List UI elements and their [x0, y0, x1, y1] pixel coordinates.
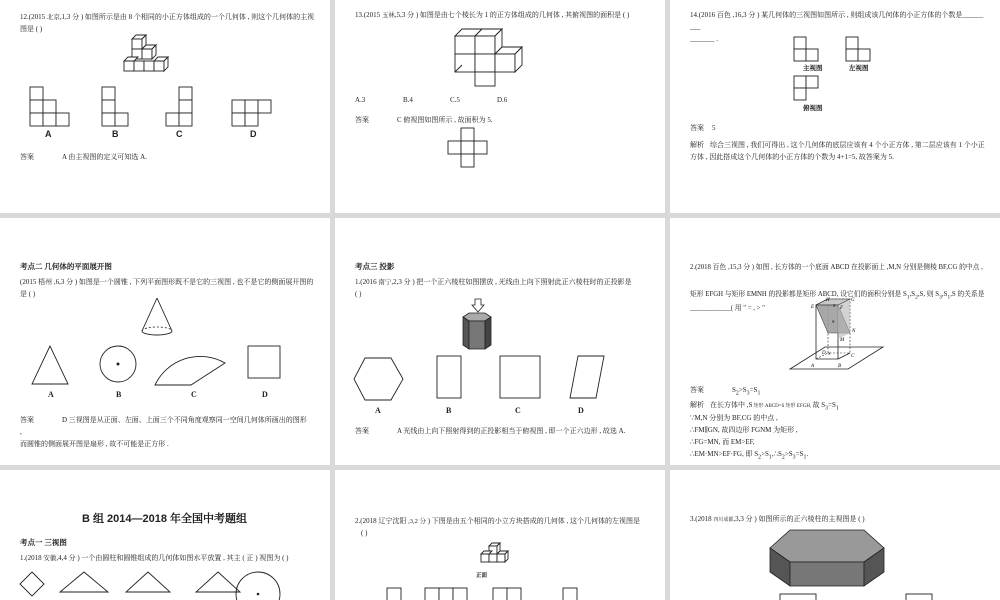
question-text: 2.(2018 辽宁沈阳 ,3,2 分 ) 下图是由五个相同的小立方块搭成的几何体 , 这个几何体的左视图是	[355, 517, 641, 525]
question-text-line2: ( )	[361, 529, 368, 537]
analysis-line4: ∴FG=MN, 而 EM>EF,	[690, 438, 755, 446]
panel-group-b	[0, 470, 330, 600]
option-d-label: D	[262, 390, 268, 399]
letter-d: D	[822, 351, 826, 356]
panel-left-view-question	[335, 470, 665, 600]
question-blank-1: ___	[690, 23, 701, 31]
option-c: C.5	[450, 96, 460, 104]
front-view-figure	[792, 35, 832, 65]
letter-m: M	[840, 338, 845, 343]
letter-g: G	[851, 298, 855, 303]
option-d-square	[246, 344, 286, 384]
option-a-label: A	[45, 129, 52, 139]
analysis-line2: 方体 , 因此搭成这个几何体的小正方体的个数为 4+1=5, 故答案为 5.	[690, 153, 894, 161]
top-view-cross-figure	[447, 126, 492, 171]
option-figures-row	[18, 570, 318, 600]
answer-text: C 俯视图如图所示 , 故面积为 5.	[397, 116, 493, 124]
question-text-line2: ( )	[355, 290, 362, 298]
question-text: 12.(2015 北京,1,3 分 ) 如图所示是由 8 个相同的小正方体组成的一个几何体 , 则这个几何体的主视	[20, 13, 315, 21]
analysis-line5: ∴EM·MN>EF·FG, 即 $S_2>S_1,\therefore S_2>S_3=S_1$.	[690, 450, 809, 461]
option-a-figure	[28, 85, 78, 130]
question-text-line2: 矩形 EFGH 与矩形 EMNH 的投影都是矩形 ABCD, 设它们的面积分别是 $S_1,S_2,S$, 则 $S_3,S_1,S$ 的关系是	[690, 291, 985, 301]
question-text: (2015 梧州 ,6,3 分 ) 如图是一个圆锥 , 下列平面图形既不是它的三视图 , 也不是它的侧面展开图的	[20, 278, 314, 286]
answer-label: 答案	[355, 427, 369, 435]
option-a: A.3	[355, 96, 366, 104]
option-c-label: C	[176, 129, 183, 139]
left-view-label: 左视图	[849, 65, 869, 72]
option-c-label: C	[515, 406, 521, 415]
option-c-label: C	[191, 390, 197, 399]
group-title: B 组 2014—2018 年全国中考题组	[82, 513, 248, 525]
s1-label: S	[833, 303, 836, 308]
analysis-line1: 在长方体中 ,S 矩形 ABCD=S 矩形 EFGH, 故 $S_3=S_1$	[710, 401, 839, 412]
panel-question-14	[670, 0, 1000, 213]
option-d-figure	[230, 98, 280, 133]
option-b-label: B	[112, 129, 119, 139]
section-heading: 考点一 三视图	[20, 538, 67, 547]
seven-cube-figure	[452, 26, 532, 88]
letter-e: E	[811, 305, 815, 310]
answer-text: A 光线由上向下照射得到的正投影相当于俯视图 , 即一个正六边形 , 故选 A.	[397, 427, 626, 435]
panel-cuboid-projection	[670, 218, 1000, 465]
answer-label: 答案	[20, 153, 34, 161]
option-a-label: A	[48, 390, 54, 399]
answer-label: 答案	[690, 124, 704, 132]
question-text: 14.(2016 百色 ,16,3 分 ) 某几何体的三视图如图所示 , 则组成该几何体的小正方体的个数是______	[690, 11, 984, 19]
letter-f: F	[840, 306, 844, 311]
cuboid-projection-figure	[788, 297, 888, 377]
question-text: 1.(2018 安徽,4,4 分 ) 一个由圆柱和圆锥组成的几何体如图水平放置 , 其主 ( 正 ) 视图为 ( )	[20, 554, 289, 562]
answer-label: 答案	[690, 386, 704, 394]
option-c-figure	[164, 85, 204, 130]
option-d-label: D	[578, 406, 584, 415]
option-c-square	[498, 354, 543, 402]
letter-a: A	[811, 364, 815, 369]
option-figures-row	[385, 586, 665, 600]
answer-comma: ,	[20, 428, 22, 436]
letter-n: N	[852, 329, 856, 334]
answer-text: A 由主视图的定义可知选 A.	[62, 153, 147, 161]
question-text: 2.(2018 百色 ,15,3 分 ) 如图 , 长方体的一个底面 ABCD 在投影面上 ,M,N 分别是侧棱 BF,CG 的中点 ,	[690, 264, 983, 271]
top-view-label: 俯视图	[803, 105, 823, 112]
option-b-rectangle	[435, 354, 465, 402]
option-b: B.4	[403, 96, 413, 104]
analysis-line1: 综合三视图 , 我们可得出 , 这个几何体的底层应该有 4 个小正方体 , 第二层应该有 1 个小正	[710, 141, 985, 149]
top-view-figure	[792, 74, 832, 104]
answer-label: 答案	[355, 116, 369, 124]
letter-c: C	[851, 354, 855, 359]
option-d-label: D	[250, 129, 257, 139]
question-text-line3: ____________( 用 " = , > "	[690, 305, 765, 312]
question-text: 3.(2018 四川成都,3,3 分 ) 如图所示的正六棱柱的主视图是 ( )	[690, 515, 865, 523]
s3-label: S	[828, 351, 831, 356]
option-b-label: B	[446, 406, 452, 415]
section-heading: 考点三 投影	[355, 262, 395, 271]
option-a-hexagon	[353, 356, 405, 404]
left-view-figure	[844, 35, 884, 65]
front-view-label: 主视图	[803, 65, 823, 72]
letter-b: B	[838, 364, 842, 369]
panel-hexagonal-prism-question	[670, 470, 1000, 600]
answer-label: 答案	[20, 416, 34, 424]
question-blank-2: _______ .	[690, 35, 718, 43]
answer-text: $S_2>S_3=S_1$	[732, 386, 761, 397]
letter-h: H	[826, 298, 830, 303]
question-text: 1.(2016 南宁,2,3 分 ) 把一个正六棱柱如图摆放 , 光线由上向下照射此正六棱柱时的正投影是	[355, 278, 632, 286]
answer-value: 5	[712, 124, 716, 132]
option-a-label: A	[375, 406, 381, 415]
question-text-line2: 图是 ( )	[20, 25, 43, 33]
cube-solid-figure	[122, 33, 182, 81]
option-b-figure	[100, 85, 140, 130]
hexagonal-prism-figure	[768, 528, 888, 588]
option-c-sector	[153, 343, 233, 388]
option-b-circle	[98, 344, 143, 389]
hexagonal-prism-figure	[457, 311, 497, 353]
panel-question-13	[335, 0, 665, 213]
option-d-parallelogram	[566, 354, 611, 402]
panel-question-12	[0, 0, 330, 213]
option-a-triangle	[30, 344, 75, 389]
question-text-line2: 是 ( )	[20, 290, 36, 298]
panel-projection	[335, 218, 665, 465]
analysis-label: 解析	[690, 401, 704, 409]
front-direction-label: 正面	[476, 573, 488, 579]
question-text: 13.(2015 玉林,5,3 分 ) 如图是由七个棱长为 1 的正方体组成的几何体 , 其俯视图的面积是 ( )	[355, 11, 630, 19]
answer-text: D 三视图是从正面、左面、上面三个不同角度观察同一空间几何体所画出的图形	[62, 416, 307, 424]
option-d: D.6	[497, 96, 508, 104]
analysis-line2: ∵M,N 分别为 BF,CG 的中点 ,	[690, 414, 778, 422]
analysis-label: 解析	[690, 141, 704, 149]
option-b-label: B	[116, 390, 122, 399]
option-figures-row	[730, 592, 980, 600]
s2-label: S	[832, 319, 835, 324]
answer-text-line3: 而圆锥的侧面展开图是扇形 , 故不可能是正方形 .	[20, 440, 169, 448]
section-heading: 考点二 几何体的平面展开图	[20, 262, 112, 271]
cone-figure	[139, 296, 179, 341]
panel-unfolding	[0, 218, 330, 465]
analysis-line3: ∴FM∥GN, 故四边形 FGNM 为矩形 ,	[690, 426, 798, 434]
